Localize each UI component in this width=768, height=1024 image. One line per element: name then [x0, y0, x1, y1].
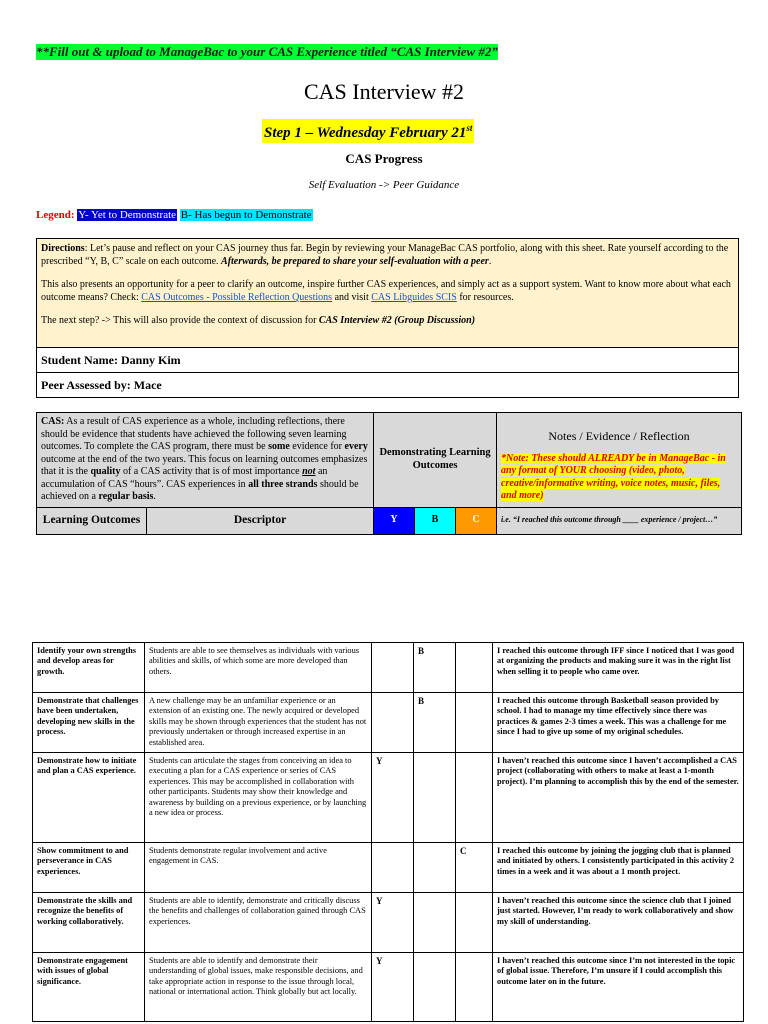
cas-desc-part: .	[153, 491, 156, 502]
cas-desc-part: of a CAS activity that is of most importance	[120, 466, 303, 477]
directions-p2-mid: and visit	[332, 292, 372, 303]
section-title: CAS Progress	[345, 151, 423, 166]
outcome-reflection[interactable]: I haven’t reached this outcome since I’m not interested in the topic of global issue. Therefore, I’m unsure if I could accomplish this outcome later on in the future.	[493, 953, 744, 1022]
rating-c-cell[interactable]	[456, 693, 493, 753]
student-name: Student Name: Danny Kim	[37, 348, 739, 373]
learning-outcomes-table	[32, 642, 744, 1022]
rating-y-cell[interactable]	[372, 693, 414, 753]
rating-b-cell[interactable]	[414, 893, 456, 953]
outcome-reflection[interactable]: I haven’t reached this outcome since I haven’t accomplished a CAS project (collaborating with others to make at least a 1-month project). I’m planning to accomplish this by the end of the semester.	[493, 753, 744, 843]
col-c: C	[456, 507, 497, 534]
outcome-reflection[interactable]: I reached this outcome through Basketball season provided by school. I had to manage my time effectively since there was practices & games 2-3 times a week. This was a challenge for me since I had to give up some of my original schedules.	[493, 693, 744, 753]
rating-c-cell[interactable]: C	[456, 843, 493, 893]
table-row	[33, 953, 744, 1022]
rating-b-cell[interactable]	[414, 953, 456, 1022]
directions-p3-emphasis: CAS Interview #2 (Group Discussion)	[318, 315, 476, 326]
cas-outcomes-link[interactable]: CAS Outcomes - Possible Reflection Questions	[141, 292, 333, 303]
col-descriptor: Descriptor	[147, 507, 374, 534]
outcome-descriptor: A new challenge may be an unfamiliar experience or an extension of an existing one. The newly acquired or developed skills may be shown through experiences that the student has not previously undertaken or through increased expertise in an established area.	[145, 693, 372, 753]
rating-b-cell[interactable]: B	[414, 693, 456, 753]
table-row	[33, 843, 744, 893]
outcome-name: Show commitment to and perseverance in CAS experiences.	[33, 843, 145, 893]
outcome-descriptor: Students can articulate the stages from conceiving an idea to executing a plan for a CAS experience or series of CAS experiences. This may be accomplished in collaboration with other participants. Students may show their knowledge and awareness by building on a previous experience, or by launching a new idea or process.	[145, 753, 372, 843]
directions-box	[37, 239, 739, 348]
outcome-descriptor: Students are able to identify and demonstrate their understanding of global issues, make responsible decisions, and take appropriate action in response to the issue through local, national or international action. Think globally but act locally.	[145, 953, 372, 1022]
rating-y-cell[interactable]	[372, 843, 414, 893]
legend	[36, 208, 313, 222]
outcome-name: Demonstrate engagement with issues of global significance.	[33, 953, 145, 1022]
directions-table	[36, 238, 739, 398]
rating-y-cell[interactable]: Y	[372, 893, 414, 953]
directions-paragraph-3	[41, 314, 734, 327]
cas-desc-part: should be achieved on a	[41, 478, 359, 502]
notes-header-cell	[497, 413, 742, 508]
rating-y-cell[interactable]: Y	[372, 753, 414, 843]
rating-b-cell[interactable]: B	[414, 643, 456, 693]
directions-text: : Let’s pause and reflect on your CAS journey thus far. Begin by reviewing your ManageBac CAS portfolio, along with this sheet. Rate yourself according to the prescribed “Y, B, C” scale on each outcome.	[41, 243, 729, 267]
outcome-name: Identify your own strengths and develop areas for growth.	[33, 643, 145, 693]
cas-label: CAS:	[41, 416, 65, 427]
rating-y-cell[interactable]: Y	[372, 953, 414, 1022]
directions-paragraph-2	[41, 278, 734, 304]
col-b: B	[415, 507, 456, 534]
rating-c-cell[interactable]	[456, 953, 493, 1022]
table-row	[33, 893, 744, 953]
step-heading	[262, 119, 474, 143]
example-sentence: i.e. “I reached this outcome through ____ experience / project…”	[497, 507, 742, 534]
directions-p2-text: This also presents an opportunity for a peer to clarify an outcome, inspire further CAS experiences, and simply act as a support system. Want to know more about what each outcome means? Check:	[41, 279, 731, 303]
directions-paragraph-1	[41, 242, 734, 268]
directions-p2-end: for resources.	[456, 292, 514, 303]
cas-description	[37, 413, 374, 508]
legend-label: Legend:	[36, 209, 75, 221]
cas-desc-bold: all three strands	[248, 478, 318, 490]
directions-emphasis: Afterwards, be prepared to share your self-evaluation with a peer	[221, 256, 489, 267]
cas-desc-part: an accumulation of CAS “hours”. CAS experiences in	[41, 466, 328, 490]
page-title: CAS Interview #2	[303, 79, 465, 104]
rating-b-cell[interactable]	[414, 843, 456, 893]
outcome-descriptor: Students are able to see themselves as individuals with various abilities and skills, of which some are more developed than others.	[145, 643, 372, 693]
cas-desc-bold: regular basis	[98, 491, 154, 502]
outcome-name: Demonstrate the skills and recognize the benefits of working collaboratively.	[33, 893, 145, 953]
notes-title: Notes / Evidence / Reflection	[548, 429, 690, 443]
upload-instruction: **Fill out & upload to ManageBac to your CAS Experience titled “CAS Interview #2”	[36, 44, 498, 59]
table-row	[33, 643, 744, 693]
cas-libguides-link[interactable]: CAS Libguides SCIS	[371, 292, 457, 303]
cas-desc-bold: quality	[90, 466, 121, 477]
step-date-suffix: st	[466, 123, 473, 133]
peer-assessed-by: Peer Assessed by: Mace	[37, 373, 739, 398]
rating-b-cell[interactable]	[414, 753, 456, 843]
rating-c-cell[interactable]	[456, 893, 493, 953]
cas-desc-bold: not	[302, 466, 316, 477]
managebac-note: *Note: These should ALREADY be in ManageBac - in any format of YOUR choosing (video, photo, creative/informative writing, voice notes, music, files, and more)	[501, 452, 726, 501]
table-row	[33, 693, 744, 753]
cas-desc-bold: some	[268, 441, 290, 452]
demonstrating-header: Demonstrating Learning Outcomes	[374, 413, 497, 508]
cas-desc-part: evidence for	[289, 441, 345, 452]
col-learning-outcomes: Learning Outcomes	[37, 507, 147, 534]
legend-has-begun: B- Has begun to Demonstrate	[180, 209, 312, 221]
cas-outcomes-header-table	[36, 412, 742, 535]
subtitle: Self Evaluation -> Peer Guidance	[308, 179, 460, 191]
cas-desc-bold: every	[344, 441, 368, 452]
col-y: Y	[374, 507, 415, 534]
directions-label: Directions	[41, 243, 85, 254]
outcome-reflection[interactable]: I reached this outcome through IFF since I noticed that I was good at organizing the products and making sure it was in the right list when selling it to people who came over.	[493, 643, 744, 693]
rating-c-cell[interactable]	[456, 643, 493, 693]
directions-p3-text: The next step? -> This will also provide the context of discussion for	[41, 315, 319, 326]
legend-yet-to-demonstrate: Y- Yet to Demonstrate	[78, 209, 177, 221]
cas-desc-part: As a result of CAS experience as a whole, including reflections, there should be evidence that students have achieved the following seven learning outcomes. To complete the CAS program, there must be	[41, 416, 347, 452]
rating-y-cell[interactable]	[372, 643, 414, 693]
rating-c-cell[interactable]	[456, 753, 493, 843]
directions-end: .	[488, 256, 492, 267]
step-text: Step 1 – Wednesday February 21	[264, 125, 467, 141]
outcome-reflection[interactable]: I reached this outcome by joining the jogging club that is planned and initiated by others. I consistently participated in this activity 2 times in a week and it was about a 1 month project.	[493, 843, 744, 893]
outcome-descriptor: Students demonstrate regular involvement and active engagement in CAS.	[145, 843, 372, 893]
outcome-name: Demonstrate that challenges have been undertaken, developing new skills in the process.	[33, 693, 145, 753]
outcome-reflection[interactable]: I haven’t reached this outcome since the science club that I joined just started. However, I’m ready to work collaboratively and show my skill of understanding.	[493, 893, 744, 953]
cas-desc-part: outcome at the end of the two years. This focus on learning outcomes emphasizes that it is the	[41, 453, 368, 477]
table-row	[33, 753, 744, 843]
outcome-descriptor: Students are able to identify, demonstrate and critically discuss the benefits and challenges of collaboration gained through CAS experiences.	[145, 893, 372, 953]
outcome-name: Demonstrate how to initiate and plan a CAS experience.	[33, 753, 145, 843]
